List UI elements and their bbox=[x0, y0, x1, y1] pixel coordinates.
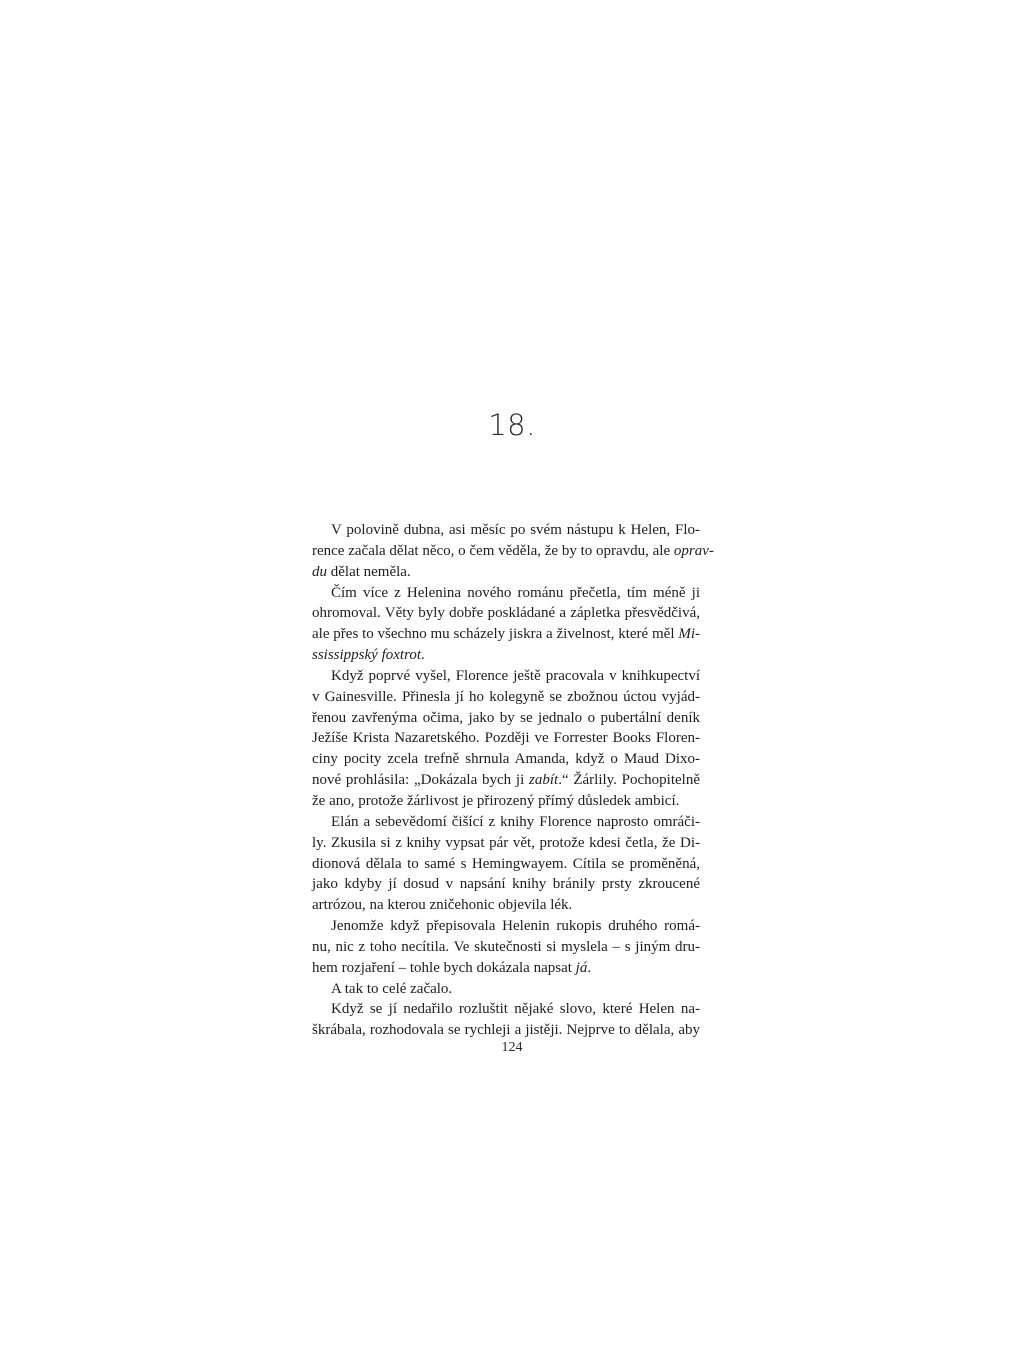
text-line bbox=[312, 541, 714, 562]
text-line bbox=[312, 812, 700, 833]
text-run: že ano, protože žárlivost je přirozený přímý důsledek ambicí. bbox=[312, 792, 680, 809]
text-run: Ježíše Krista Nazaretského. Později ve Forrester Books Floren- bbox=[312, 730, 700, 747]
text-line bbox=[312, 603, 700, 624]
text-run: Jenomže když přepisovala Helenin rukopis druhého romá- bbox=[331, 918, 700, 935]
text-line bbox=[312, 958, 700, 979]
text-line bbox=[312, 770, 700, 791]
text-run: dionová dělala to samé s Hemingwayem. Cítila se proměněná, bbox=[312, 855, 700, 872]
text-run: . bbox=[421, 647, 425, 664]
text-run: ciny pocity zcela trefně shrnula Amanda, když o Maud Dixo- bbox=[312, 751, 700, 768]
page-number: 124 bbox=[501, 1040, 523, 1055]
text-line bbox=[312, 791, 700, 812]
text-line bbox=[312, 916, 700, 937]
text-run: nu, nic z toho necítila. Ve skutečnosti si myslela – s jiným dru- bbox=[312, 938, 700, 955]
italic-text: zabít bbox=[529, 772, 559, 789]
text-run: ale přes to všechno mu scházely jiskra a živelnost, které měl bbox=[312, 626, 679, 643]
text-run: Když se jí nedařilo rozluštit nějaké slovo, které Helen na- bbox=[331, 1001, 700, 1018]
text-line bbox=[312, 728, 700, 749]
text-line bbox=[312, 645, 700, 666]
chapter-number: 18. bbox=[488, 408, 536, 442]
text-run: jako kdyby jí dosud v napsání knihy bránily prsty zkroucené bbox=[312, 876, 700, 893]
text-run: ly. Zkusila si z knihy vypsat pár vět, protože kdesi četla, že Di- bbox=[312, 834, 700, 851]
text-line bbox=[312, 1020, 700, 1041]
text-run: hem rozjaření – tohle bych dokázala napsat bbox=[312, 959, 576, 976]
text-run: Elán a sebevědomí čišící z knihy Florence naprosto omráči- bbox=[331, 813, 700, 830]
text-line bbox=[312, 708, 700, 729]
body-text bbox=[312, 520, 714, 1041]
text-line bbox=[312, 624, 700, 645]
text-run: dělat neměla. bbox=[327, 563, 411, 580]
text-run: rence začala dělat něco, o čem věděla, že by to opravdu, ale bbox=[312, 542, 674, 559]
text-line bbox=[312, 687, 700, 708]
text-run: ohromoval. Věty byly dobře poskládané a zápletka přesvědčivá, bbox=[312, 605, 700, 622]
italic-text: já bbox=[575, 959, 588, 976]
text-line bbox=[312, 999, 700, 1020]
text-run: Čím více z Helenina nového románu přečetla, tím méně ji bbox=[331, 584, 700, 601]
text-run: škrábala, rozhodovala se rychleji a jistěji. Nejprve to dělala, aby bbox=[312, 1022, 700, 1039]
text-line bbox=[312, 749, 700, 770]
text-run: artrózou, na kterou zničehonic objevila lék. bbox=[312, 897, 573, 914]
text-line bbox=[312, 937, 700, 958]
text-line bbox=[312, 895, 700, 916]
text-run: řenou zavřenýma očima, jako by se jednalo o pubertální deník bbox=[312, 709, 700, 726]
italic-text: ssissippský foxtrot bbox=[312, 647, 422, 664]
text-line bbox=[312, 979, 700, 1000]
italic-text: Mi- bbox=[678, 626, 700, 643]
text-line bbox=[312, 874, 700, 895]
text-run: A tak to celé začalo. bbox=[331, 980, 453, 997]
text-line bbox=[312, 520, 700, 541]
text-run: . bbox=[587, 959, 592, 976]
text-run: v Gainesville. Přinesla jí ho kolegyně se zbožnou úctou vyjád- bbox=[312, 688, 700, 705]
text-line bbox=[312, 562, 700, 583]
text-run: Když poprvé vyšel, Florence ještě pracovala v knihkupectví bbox=[331, 667, 700, 684]
text-run: .“ Žárlily. Pochopitelně bbox=[558, 772, 700, 789]
text-run: nové prohlásila: „Dokázala bych ji bbox=[312, 772, 529, 789]
text-line bbox=[312, 666, 700, 687]
text-line bbox=[312, 583, 700, 604]
text-line bbox=[312, 854, 700, 875]
text-run: V polovině dubna, asi měsíc po svém nástupu k Helen, Flo- bbox=[331, 522, 700, 538]
italic-text: oprav- bbox=[673, 542, 714, 559]
text-line bbox=[312, 833, 700, 854]
italic-text: du bbox=[312, 563, 327, 580]
